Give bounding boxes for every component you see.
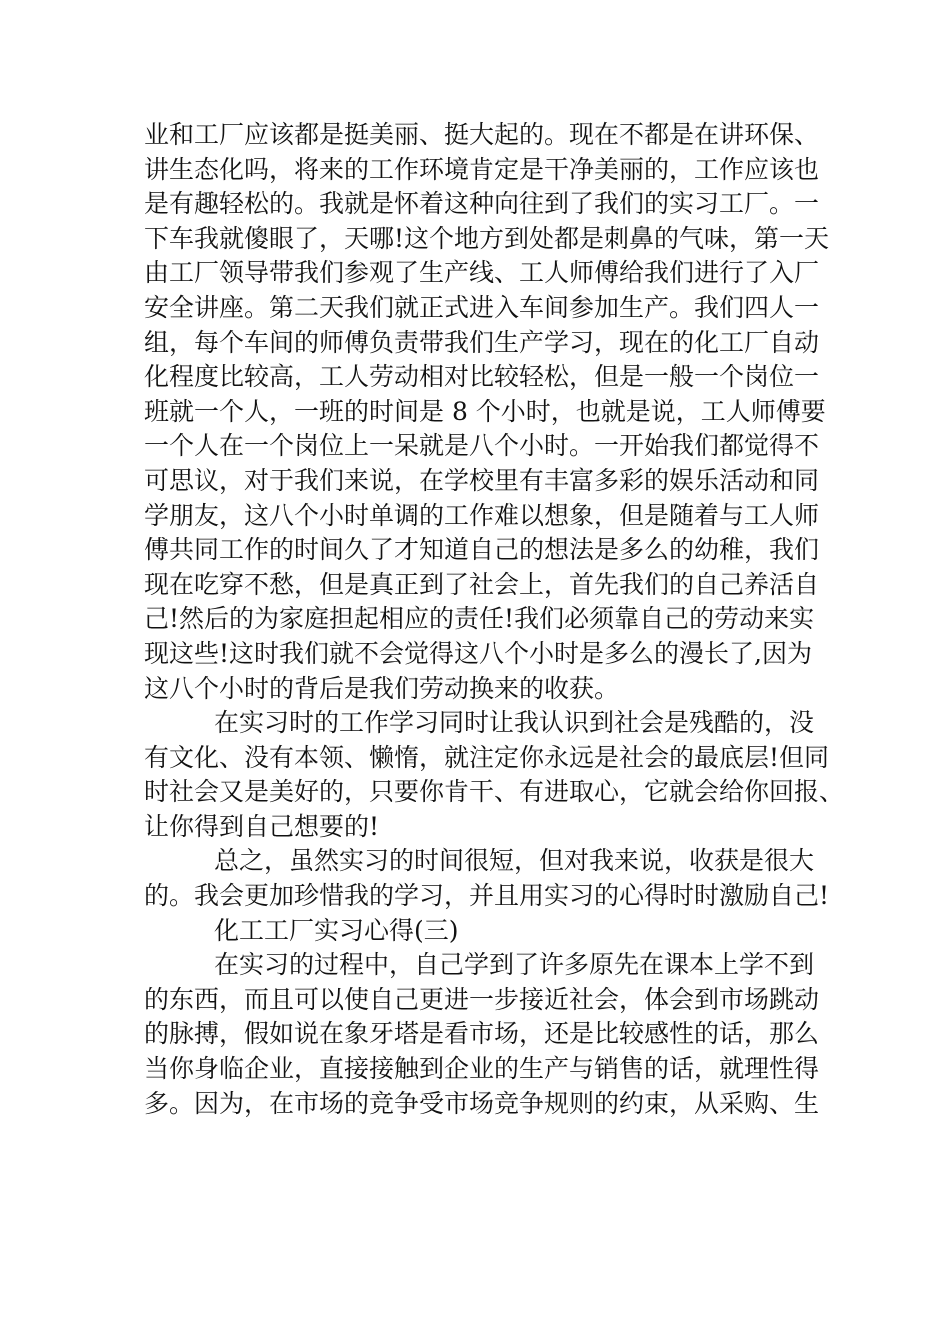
text-line: 的脉搏，假如说在象牙塔是看市场，还是比较感性的话，那么	[144, 1019, 820, 1049]
text-line: 由工厂领导带我们参观了生产线、工人师傅给我们进行了入厂	[144, 258, 820, 288]
text-line: 业和工厂应该都是挺美丽、挺大起的。现在不都是在讲环保、	[144, 120, 820, 149]
text-line: 总之，虽然实习的时间很短，但对我来说，收获是很大	[214, 846, 815, 876]
section-heading	[144, 914, 814, 949]
text-line: 己!然后的为家庭担起相应的责任!我们必须靠自己的劳动来实	[144, 604, 815, 634]
text-line: 的东西，而且可以使自己更进一步接近社会，体会到市场跳动	[144, 984, 820, 1014]
text-line: 下车我就傻眼了，天哪!这个地方到处都是刺鼻的气味，第一天	[144, 223, 830, 253]
text-line: 现在吃穿不愁，但是真正到了社会上，首先我们的自己养活自	[144, 569, 820, 599]
text-line: 的。我会更加珍惜我的学习，并且用实习的心得时时激励自己!	[144, 881, 830, 911]
text-line: 可思议，对于我们来说，在学校里有丰富多彩的娱乐活动和同	[144, 465, 820, 495]
paragraph-4	[144, 948, 820, 1121]
heading-text: 化工工厂实习心得(三)	[214, 915, 459, 945]
text-line: 是有趣轻松的。我就是怀着这种向往到了我们的实习工厂。一	[144, 189, 820, 219]
text-line: 让你得到自己想要的!	[144, 811, 380, 841]
paragraph-1	[144, 118, 830, 706]
text-line: 这八个小时的背后是我们劳动换来的收获。	[144, 673, 620, 703]
text-line: 当你身临企业，直接接触到企业的生产与销售的话，就理性得	[144, 1054, 820, 1084]
text-line: 傅共同工作的时间久了才知道自己的想法是多么的幼稚，我们	[144, 535, 820, 565]
text-line: 在实习时的工作学习同时让我认识到社会是残酷的，没	[214, 708, 815, 738]
text-line: 一个人在一个岗位上一呆就是八个小时。一开始我们都觉得不	[144, 431, 820, 461]
text-line: 化程度比较高，工人劳动相对比较轻松，但是一般一个岗位一	[144, 362, 820, 392]
text-line: 多。因为，在市场的竞争受市场竞争规则的约束，从采购、生	[144, 1088, 820, 1118]
text-line: 在实习的过程中，自己学到了许多原先在课本上学不到	[214, 950, 815, 980]
text-line: 组，每个车间的师傅负责带我们生产学习，现在的化工厂自动	[144, 327, 820, 357]
text-line: 学朋友，这八个小时单调的工作难以想象，但是随着与工人师	[144, 500, 820, 530]
text-line: 讲生态化吗，将来的工作环境肯定是干净美丽的，工作应该也	[144, 154, 820, 184]
text-line: 有文化、没有本领、懒惰，就注定你永远是社会的最底层!但同	[144, 742, 830, 772]
text-line: 安全讲座。第二天我们就正式进入车间参加生产。我们四人一	[144, 292, 820, 322]
text-line: 现这些!这时我们就不会觉得这八个小时是多么的漫长了,因为	[144, 638, 812, 668]
paragraph-3	[144, 844, 830, 913]
paragraph-2	[144, 706, 845, 844]
text-line: 班就一个人，一班的时间是 8 个小时，也就是说，工人师傅要	[144, 396, 826, 426]
document-body	[144, 118, 845, 1121]
text-line: 时社会又是美好的，只要你肯干、有进取心，它就会给你回报、	[144, 777, 845, 807]
